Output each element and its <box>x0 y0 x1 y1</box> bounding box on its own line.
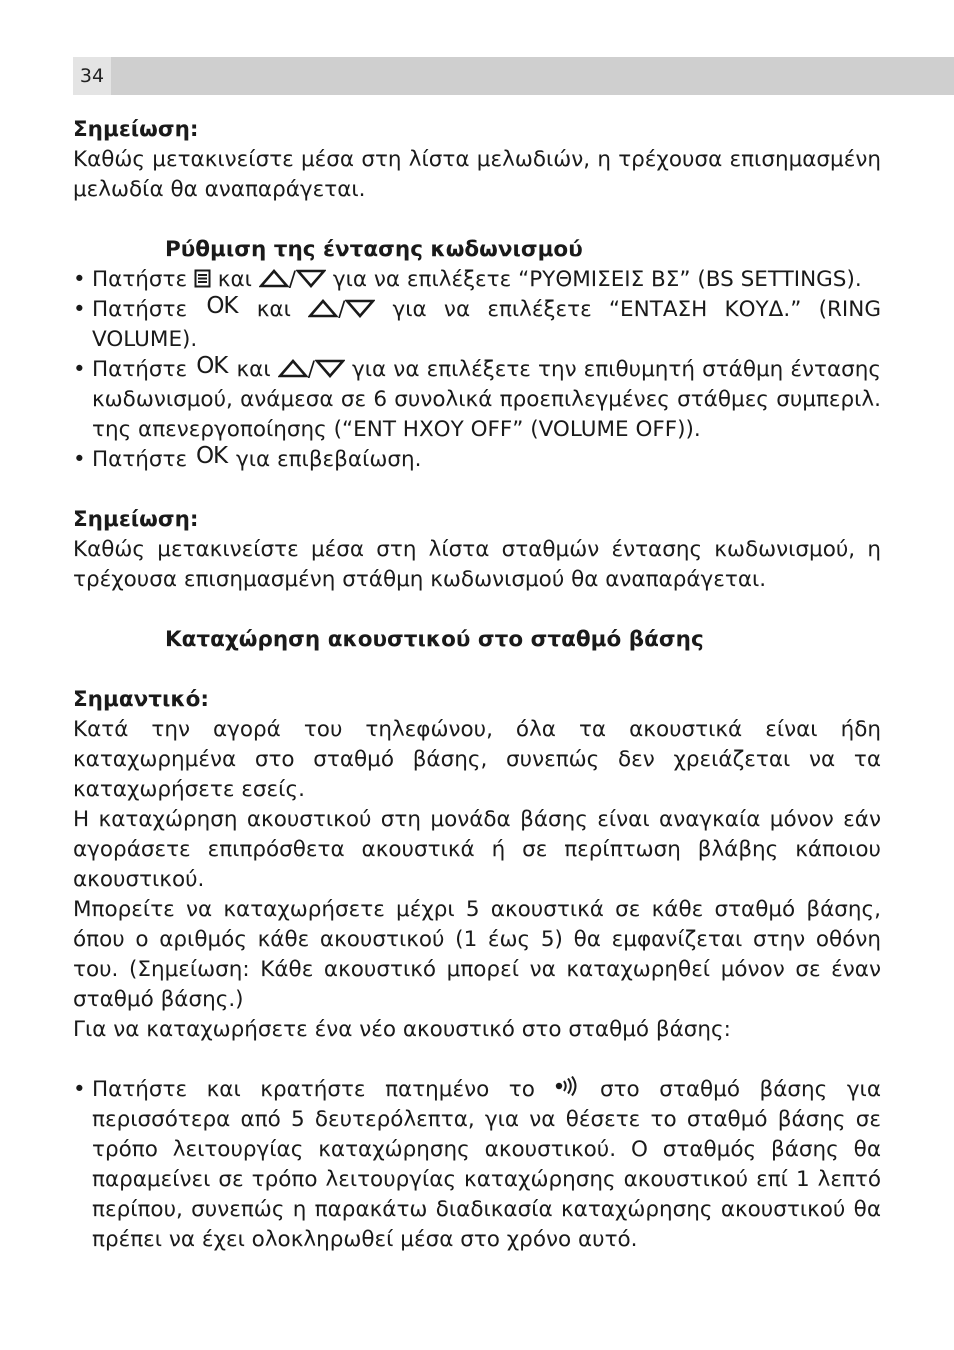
step-text: Πατήστε <box>92 297 188 322</box>
paging-key-icon <box>554 1076 580 1098</box>
step-text: για να επιλέξετε την επιθυμητή στάθμη έντασης κωδωνισμού, ανάμεσα σε 6 συνολικά προεπιλεγμένες στάθμες συμπεριλ. της απενεργοποίησης (“ΕΝΤ ΗΧΟΥ OFF” (VOLUME OFF)). <box>92 357 881 442</box>
step-text: και <box>256 297 291 322</box>
step-text: Πατήστε και κρατήστε πατημένο το <box>92 1077 535 1102</box>
step-text: για επιβεβαίωση. <box>235 447 422 472</box>
up-arrow-icon <box>308 299 338 318</box>
spacer <box>73 205 881 235</box>
spacer <box>73 595 881 625</box>
paragraph: Μπορείτε να καταχωρήσετε μέχρι 5 ακουστικά σε κάθε σταθμό βάσης, όπου ο αριθμός κάθε ακουστικού (1 έως 5) θα εμφανίζεται στην οθόνη του. (Σημείωση: Κάθε ακουστικό μπορεί να καταχωρηθεί μόνον σε έναν σταθμό βάσης.) <box>73 897 881 1012</box>
list-item <box>73 445 881 475</box>
slash: / <box>288 267 297 292</box>
list-item <box>73 1075 881 1255</box>
step-text: στο σταθμό βάσης για περισσότερα από 5 δευτερόλεπτα, για να θέσετε το σταθμό βάσης σε τρόπο λειτουργίας καταχώρησης ακουστικού. Ο σταθμός βάσης θα παραμείνει σε τρόπο λειτουργίας καταχώρησης ακουστικού επί 1 λεπτό περίπου, συνεπώς η παρακάτω διαδικασία καταχώρησης ακουστικού θα πρέπει να έχει ολοκληρωθεί μέσα στο χρόνο αυτό. <box>92 1077 881 1252</box>
step-text: Πατήστε <box>92 267 188 292</box>
step-text: για να επιλέξετε “ΡΥΘΜΙΣΕΙΣ ΒΣ” (BS SETTINGS). <box>332 267 862 292</box>
ok-key-icon: OK <box>195 443 228 469</box>
paragraph: Κατά την αγορά του τηλεφώνου, όλα τα ακουστικά είναι ήδη καταχωρημένα στο σταθμό βάσης, συνεπώς δεν χρειάζεται να τα καταχωρήσετε εσείς. <box>73 717 881 802</box>
down-arrow-icon <box>296 269 326 288</box>
list-item <box>73 265 881 295</box>
section-title-ring-volume: Ρύθμιση της έντασης κωδωνισμού <box>165 237 583 262</box>
slash: / <box>307 357 315 382</box>
step-text: και <box>236 357 271 382</box>
up-arrow-icon <box>278 359 308 378</box>
up-arrow-icon <box>259 269 289 288</box>
spacer <box>73 655 881 685</box>
ok-key-icon: OK <box>196 353 228 379</box>
step-text: Πατήστε <box>92 357 188 382</box>
list-item <box>73 295 881 355</box>
spacer <box>73 475 881 505</box>
page-number: 34 <box>79 65 105 87</box>
down-arrow-icon <box>315 359 345 378</box>
list-item <box>73 355 881 445</box>
page-number-box <box>73 57 111 95</box>
note-label: Σημείωση: <box>73 507 199 532</box>
ok-key-icon: OK <box>206 293 238 319</box>
section-title-registration: Καταχώρηση ακουστικού στο σταθμό βάσης <box>165 627 704 652</box>
note-text: Καθώς μετακινείστε μέσα στη λίστα μελωδιών, η τρέχουσα επισημασμένη μελωδία θα αναπαράγεται. <box>73 147 881 202</box>
paragraph: Η καταχώρηση ακουστικού στη μονάδα βάσης είναι αναγκαία μόνον εάν αγοράσετε επιπρόσθετα ακουστικά ή σε περίπτωση βλάβης κάποιου ακουστικού. <box>73 807 881 892</box>
down-arrow-icon <box>345 299 375 318</box>
note-label: Σημείωση: <box>73 117 199 142</box>
step-text: και <box>217 267 252 292</box>
paragraph: Για να καταχωρήσετε ένα νέο ακουστικό στο σταθμό βάσης: <box>73 1017 731 1042</box>
step-text: Πατήστε <box>92 447 188 472</box>
slash: / <box>338 297 346 322</box>
registration-steps <box>73 1075 881 1255</box>
page-content <box>73 115 881 1255</box>
ring-volume-steps <box>73 265 881 475</box>
important-label: Σημαντικό: <box>73 687 209 712</box>
spacer <box>73 1045 881 1075</box>
note-text: Καθώς μετακινείστε μέσα στη λίστα σταθμών έντασης κωδωνισμού, η τρέχουσα επισημασμένη στάθμη κωδωνισμού θα αναπαράγεται. <box>73 537 881 592</box>
step-text: για να επιλέξετε “ΕΝΤΑΣΗ ΚΟΥΔ.” (RING VOLUME). <box>92 297 881 352</box>
menu-key-icon <box>194 269 211 288</box>
page-header-bar <box>73 57 954 95</box>
